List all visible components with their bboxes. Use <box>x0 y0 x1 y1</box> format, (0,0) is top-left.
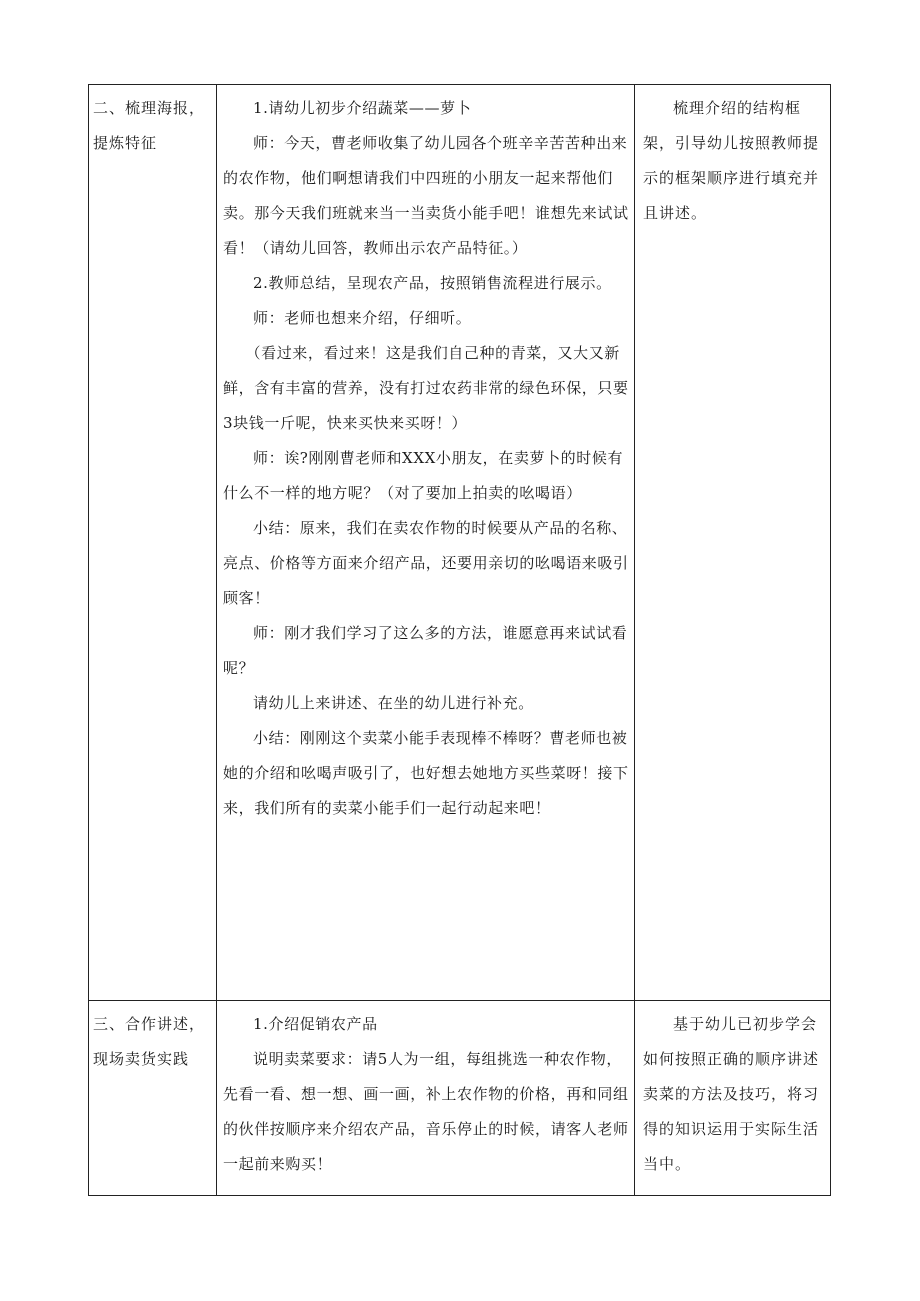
intent-cell <box>635 1001 831 1196</box>
process-paragraph: 说明卖菜要求：请5人为一组，每组挑选一种农作物，先看一看、想一想、画一画，补上农作物的价格，再和同组的伙伴按顺序来介绍农产品，音乐停止的时候，请客人老师一起前来购买！ <box>223 1050 629 1173</box>
process-paragraph: 1.介绍促销农产品 <box>253 1015 378 1033</box>
process-cell <box>217 1001 635 1196</box>
process-paragraph: 2.教师总结，呈现农产品，按照销售流程进行展示。 <box>253 274 612 292</box>
process-paragraph: （看过来，看过来！这是我们自己种的青菜，又大又新鲜，含有丰富的营养，没有打过农药非常的绿色环保，只要3块钱一斤呢，快来买快来买呀！） <box>223 344 629 432</box>
table-row <box>89 85 831 1001</box>
process-paragraph: 小结：原来，我们在卖农作物的时候要从产品的名称、亮点、价格等方面来介绍产品，还要用亲切的吆喝语来吸引顾客！ <box>223 519 629 607</box>
process-paragraph: 师：老师也想来介绍，仔细听。 <box>253 309 472 327</box>
stage-cell <box>89 85 217 1001</box>
lesson-plan-table <box>88 84 831 1196</box>
table-row <box>89 1001 831 1196</box>
design-intent: 梳理介绍的结构框架，引导幼儿按照教师提示的框架顺序进行填充并且讲述。 <box>643 99 820 222</box>
process-cell <box>217 85 635 1001</box>
process-paragraph: 请幼儿上来讲述、在坐的幼儿进行补充。 <box>253 694 534 712</box>
process-paragraph: 师：今天，曹老师收集了幼儿园各个班辛辛苦苦种出来的农作物，他们啊想请我们中四班的小朋友一起来帮他们卖。那今天我们班就来当一当卖货小能手吧！谁想先来试试看！（请幼儿回答，教师出示农产品特征。） <box>223 134 629 257</box>
process-paragraph: 小结：刚刚这个卖菜小能手表现棒不棒呀？曹老师也被她的介绍和吆喝声吸引了，也好想去她地方买些菜呀！接下来，我们所有的卖菜小能手们一起行动起来吧！ <box>223 729 629 817</box>
stage-cell <box>89 1001 217 1196</box>
intent-cell <box>635 85 831 1001</box>
process-paragraph: 师：诶?刚刚曹老师和XXX小朋友，在卖萝卜的时候有什么不一样的地方呢？（对了要加上拍卖的吆喝语） <box>223 449 624 502</box>
design-intent: 基于幼儿已初步学会如何按照正确的顺序讲述卖菜的方法及技巧，将习得的知识运用于实际生活当中。 <box>643 1015 820 1173</box>
process-paragraph: 师：刚才我们学习了这么多的方法，谁愿意再来试试看呢？ <box>223 624 628 677</box>
stage-title: 三、合作讲述，现场卖货实践 <box>93 1015 206 1068</box>
process-paragraph: 1.请幼儿初步介绍蔬菜——萝卜 <box>253 99 472 117</box>
stage-title: 二、梳理海报，提炼特征 <box>93 99 206 152</box>
